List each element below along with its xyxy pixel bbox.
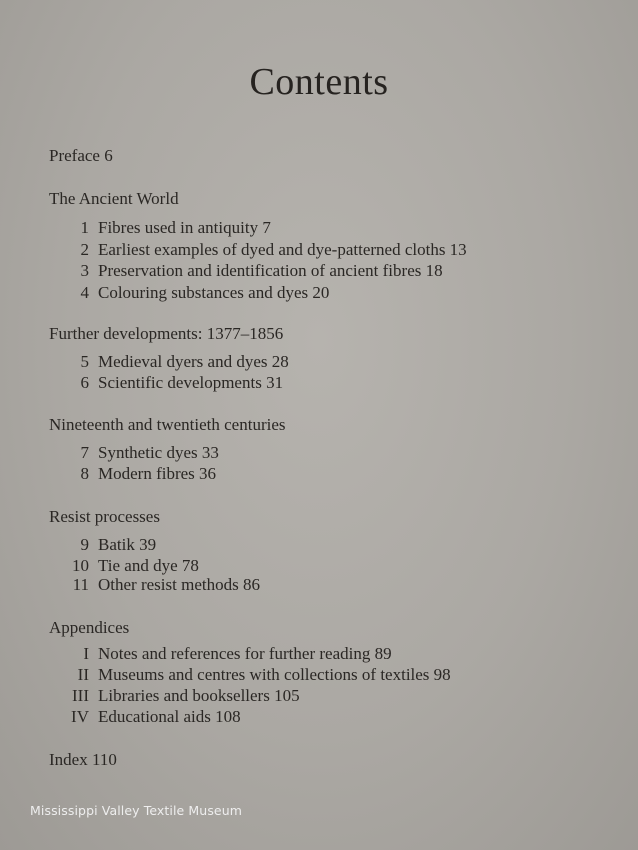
chapter-title: Synthetic dyes 33 — [98, 443, 219, 462]
toc-chapter-6 — [49, 373, 283, 393]
toc-section-appendices: Appendices — [49, 618, 130, 637]
toc-section-further-developments: Further developments: 1377–1856 — [49, 324, 284, 343]
toc-chapter-7 — [49, 443, 219, 463]
chapter-title: Tie and dye 78 — [98, 556, 199, 575]
appendix-number: IV — [71, 707, 89, 726]
chapter-number: 4 — [80, 283, 89, 302]
museum-watermark: Mississippi Valley Textile Museum — [30, 803, 243, 818]
appendix-number: I — [83, 644, 89, 663]
toc-chapter-1 — [49, 218, 271, 238]
chapter-title: Fibres used in antiquity 7 — [98, 218, 271, 237]
toc-appendix-1 — [41, 644, 392, 664]
chapter-number: 1 — [80, 218, 89, 237]
appendix-number: II — [77, 665, 89, 684]
toc-chapter-2 — [49, 240, 467, 260]
toc-appendix-3 — [41, 686, 300, 706]
chapter-title: Scientific developments 31 — [98, 373, 284, 392]
toc-chapter-3 — [49, 261, 443, 281]
chapter-number: 11 — [72, 575, 89, 594]
toc-index: Index 110 — [49, 750, 117, 769]
page-title: Contents — [249, 61, 389, 103]
toc-section-resist-processes: Resist processes — [49, 507, 160, 526]
chapter-title: Colouring substances and dyes 20 — [98, 283, 330, 302]
toc-chapter-10 — [49, 556, 199, 576]
chapter-title: Other resist methods 86 — [98, 575, 260, 594]
toc-section-ancient-world: The Ancient World — [49, 189, 179, 208]
toc-appendix-2 — [41, 665, 451, 685]
toc-preface: Preface 6 — [49, 146, 113, 165]
chapter-number: 8 — [80, 464, 89, 483]
toc-chapter-9 — [49, 535, 156, 555]
toc-section-nineteenth-twentieth: Nineteenth and twentieth centuries — [49, 415, 286, 434]
chapter-number: 3 — [80, 261, 89, 280]
toc-appendix-4 — [41, 707, 241, 727]
chapter-number: 5 — [80, 352, 89, 371]
appendix-title: Notes and references for further reading 89 — [98, 644, 392, 663]
appendix-title: Museums and centres with collections of textiles 98 — [98, 665, 451, 684]
toc-chapter-4 — [49, 283, 329, 303]
chapter-title: Batik 39 — [98, 535, 157, 554]
toc-chapter-8 — [49, 464, 216, 484]
chapter-number: 2 — [80, 240, 89, 259]
chapter-number: 9 — [80, 535, 89, 554]
toc-chapter-11 — [49, 575, 260, 595]
toc-chapter-5 — [49, 352, 289, 372]
chapter-number: 10 — [72, 556, 89, 575]
chapter-title: Earliest examples of dyed and dye-patterned cloths 13 — [98, 240, 467, 259]
chapter-title: Preservation and identification of ancient fibres 18 — [98, 261, 443, 280]
chapter-title: Modern fibres 36 — [98, 464, 217, 483]
chapter-number: 7 — [80, 443, 89, 462]
chapter-title: Medieval dyers and dyes 28 — [98, 352, 289, 371]
appendix-title: Libraries and booksellers 105 — [98, 686, 300, 705]
appendix-title: Educational aids 108 — [98, 707, 241, 726]
chapter-number: 6 — [80, 373, 89, 392]
appendix-number: III — [72, 686, 89, 705]
